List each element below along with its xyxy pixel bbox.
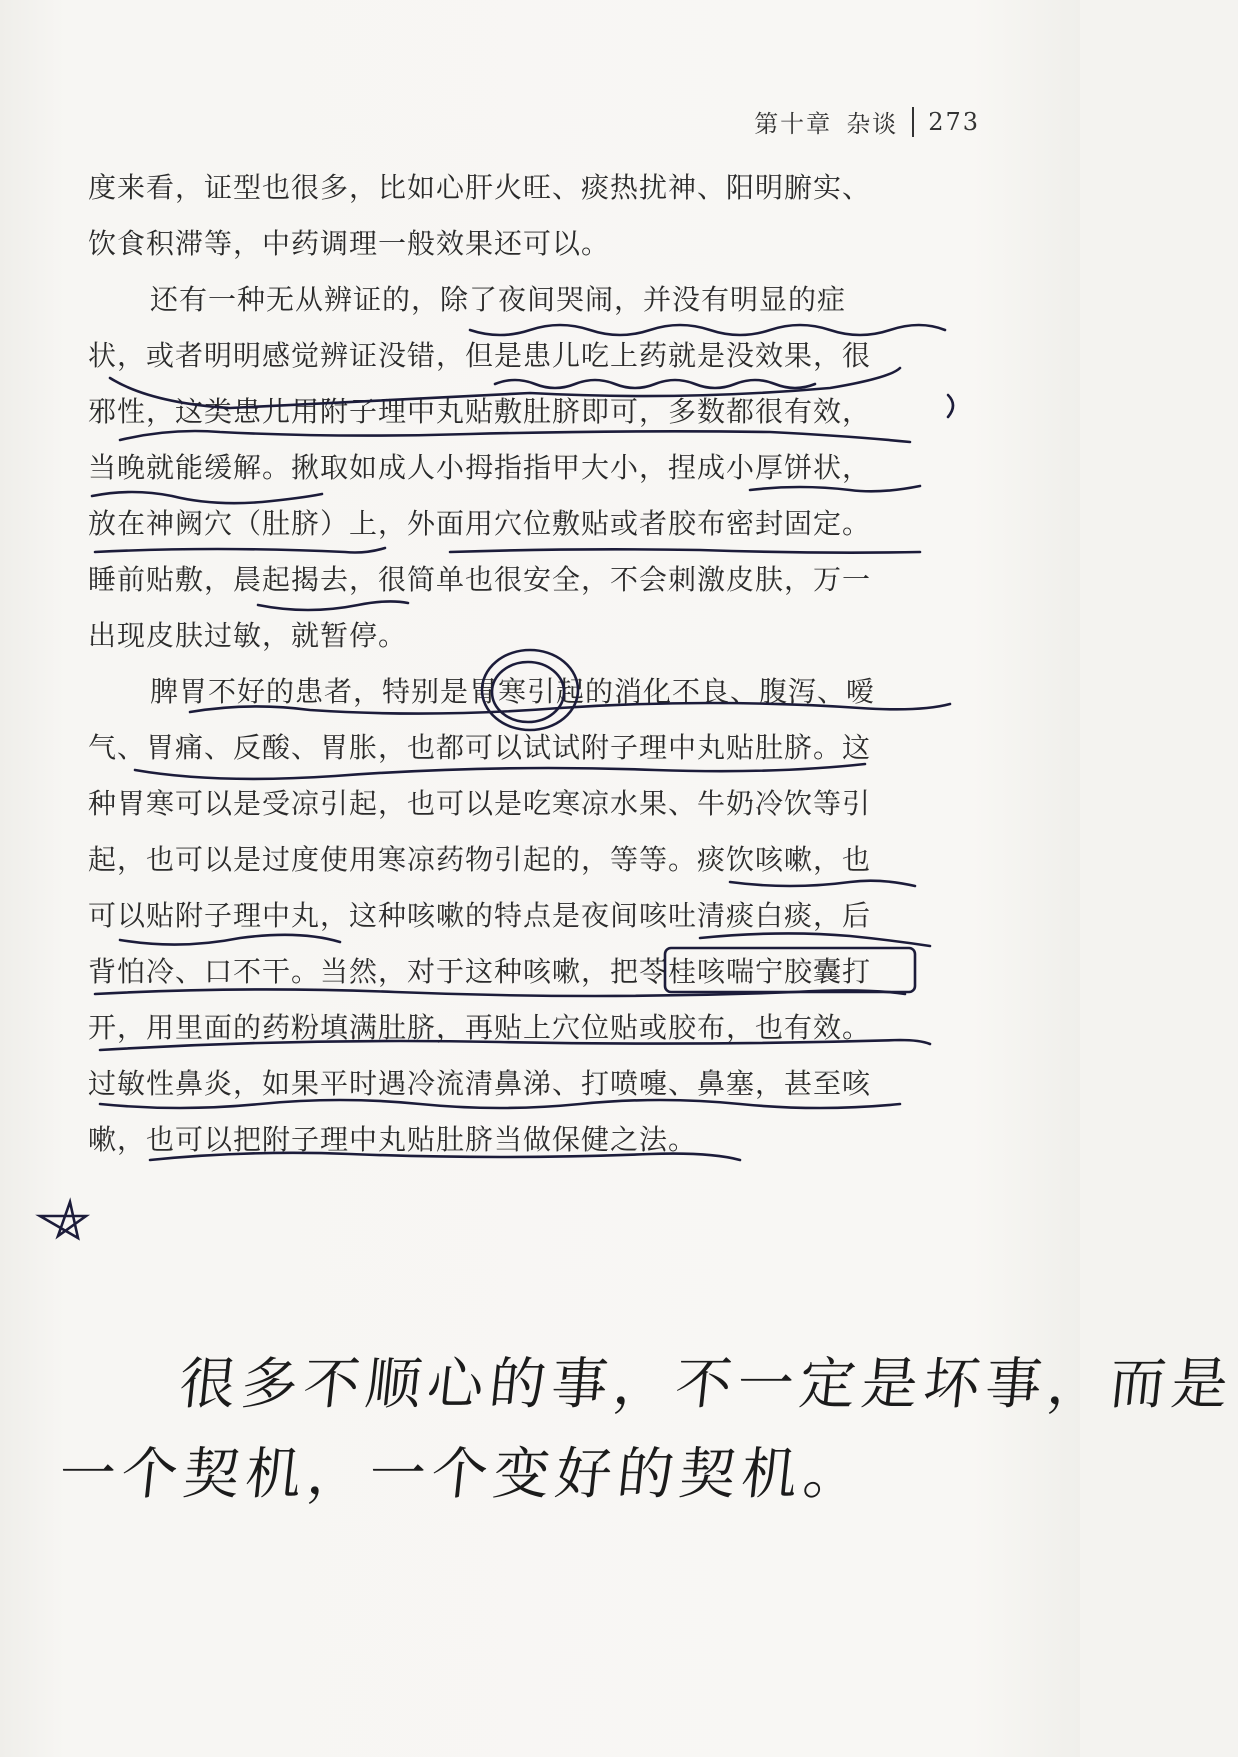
pen-underline <box>258 601 408 610</box>
text-line: 背怕冷、口不干。当然，对于这种咳嗽，把苓桂咳喘宁胶囊打 <box>88 955 872 988</box>
pen-underline <box>450 549 920 552</box>
pen-underline <box>135 764 865 779</box>
text-line: 状，或者明明感觉辨证没错，但是患儿吃上药就是没效果，很 <box>88 339 872 372</box>
pen-underline <box>470 325 945 335</box>
text-line: 开，用里面的药粉填满肚脐，再贴上穴位贴或胶布，也有效。 <box>88 1011 872 1044</box>
header-divider <box>912 107 914 137</box>
pen-underline <box>120 935 340 945</box>
pen-underline <box>92 492 322 503</box>
text-line: 过敏性鼻炎，如果平时遇冷流清鼻涕、打喷嚏、鼻塞，甚至咳 <box>88 1067 872 1100</box>
pen-underline <box>95 548 385 553</box>
pen-bracket-mark <box>948 395 953 417</box>
text-line: 邪性，这类患儿用附子理中丸贴敷肚脐即可，多数都很有效， <box>88 395 872 428</box>
text-line: 可以贴附子理中丸，这种咳嗽的特点是夜间咳吐清痰白痰，后 <box>88 899 872 932</box>
text-line: 气、胃痛、反酸、胃胀，也都可以试试附子理中丸贴肚脐。这 <box>88 731 872 764</box>
text-line: 起，也可以是过度使用寒凉药物引起的，等等。痰饮咳嗽，也 <box>88 843 872 876</box>
text-line: 种胃寒可以是受凉引起，也可以是吃寒凉水果、牛奶冷饮等引 <box>88 787 872 820</box>
handwritten-note-line: 一个契机，一个变好的契机。 <box>56 1442 869 1507</box>
text-line: 度来看，证型也很多，比如心肝火旺、痰热扰神、阳明腑实、 <box>88 171 872 204</box>
chapter-label: 第十章 <box>754 110 833 138</box>
text-line: 睡前贴敷，晨起揭去，很简单也很安全，不会刺激皮肤，万一 <box>88 563 872 596</box>
pen-underline <box>730 881 915 886</box>
text-line: 还有一种无从辨证的，除了夜间哭闹，并没有明显的症 <box>150 283 847 316</box>
text-line: 嗽，也可以把附子理中丸贴肚脐当做保健之法。 <box>88 1123 698 1156</box>
star-icon <box>40 1202 86 1238</box>
pen-underline <box>95 989 905 996</box>
chapter-title: 杂谈 <box>846 110 899 138</box>
page-number: 273 <box>928 107 980 136</box>
handwritten-note-line: 很多不顺心的事，不一定是坏事，而是 <box>176 1352 1237 1417</box>
text-line: 出现皮肤过敏，就暂停。 <box>88 619 408 652</box>
text-line: 饮食积滞等，中药调理一般效果还可以。 <box>88 227 611 260</box>
text-line: 放在神阙穴（肚脐）上，外面用穴位敷贴或者胶布密封固定。 <box>88 507 872 540</box>
text-line: 脾胃不好的患者，特别是胃寒引起的消化不良、腹泻、嗳 <box>150 675 876 708</box>
pen-underline <box>750 486 920 491</box>
pen-underline <box>120 431 910 442</box>
pen-underline <box>700 933 930 946</box>
text-line: 当晚就能缓解。揪取如成人小拇指指甲大小，捏成小厚饼状， <box>88 451 872 484</box>
pen-underline <box>495 380 815 388</box>
page-header <box>754 104 980 139</box>
